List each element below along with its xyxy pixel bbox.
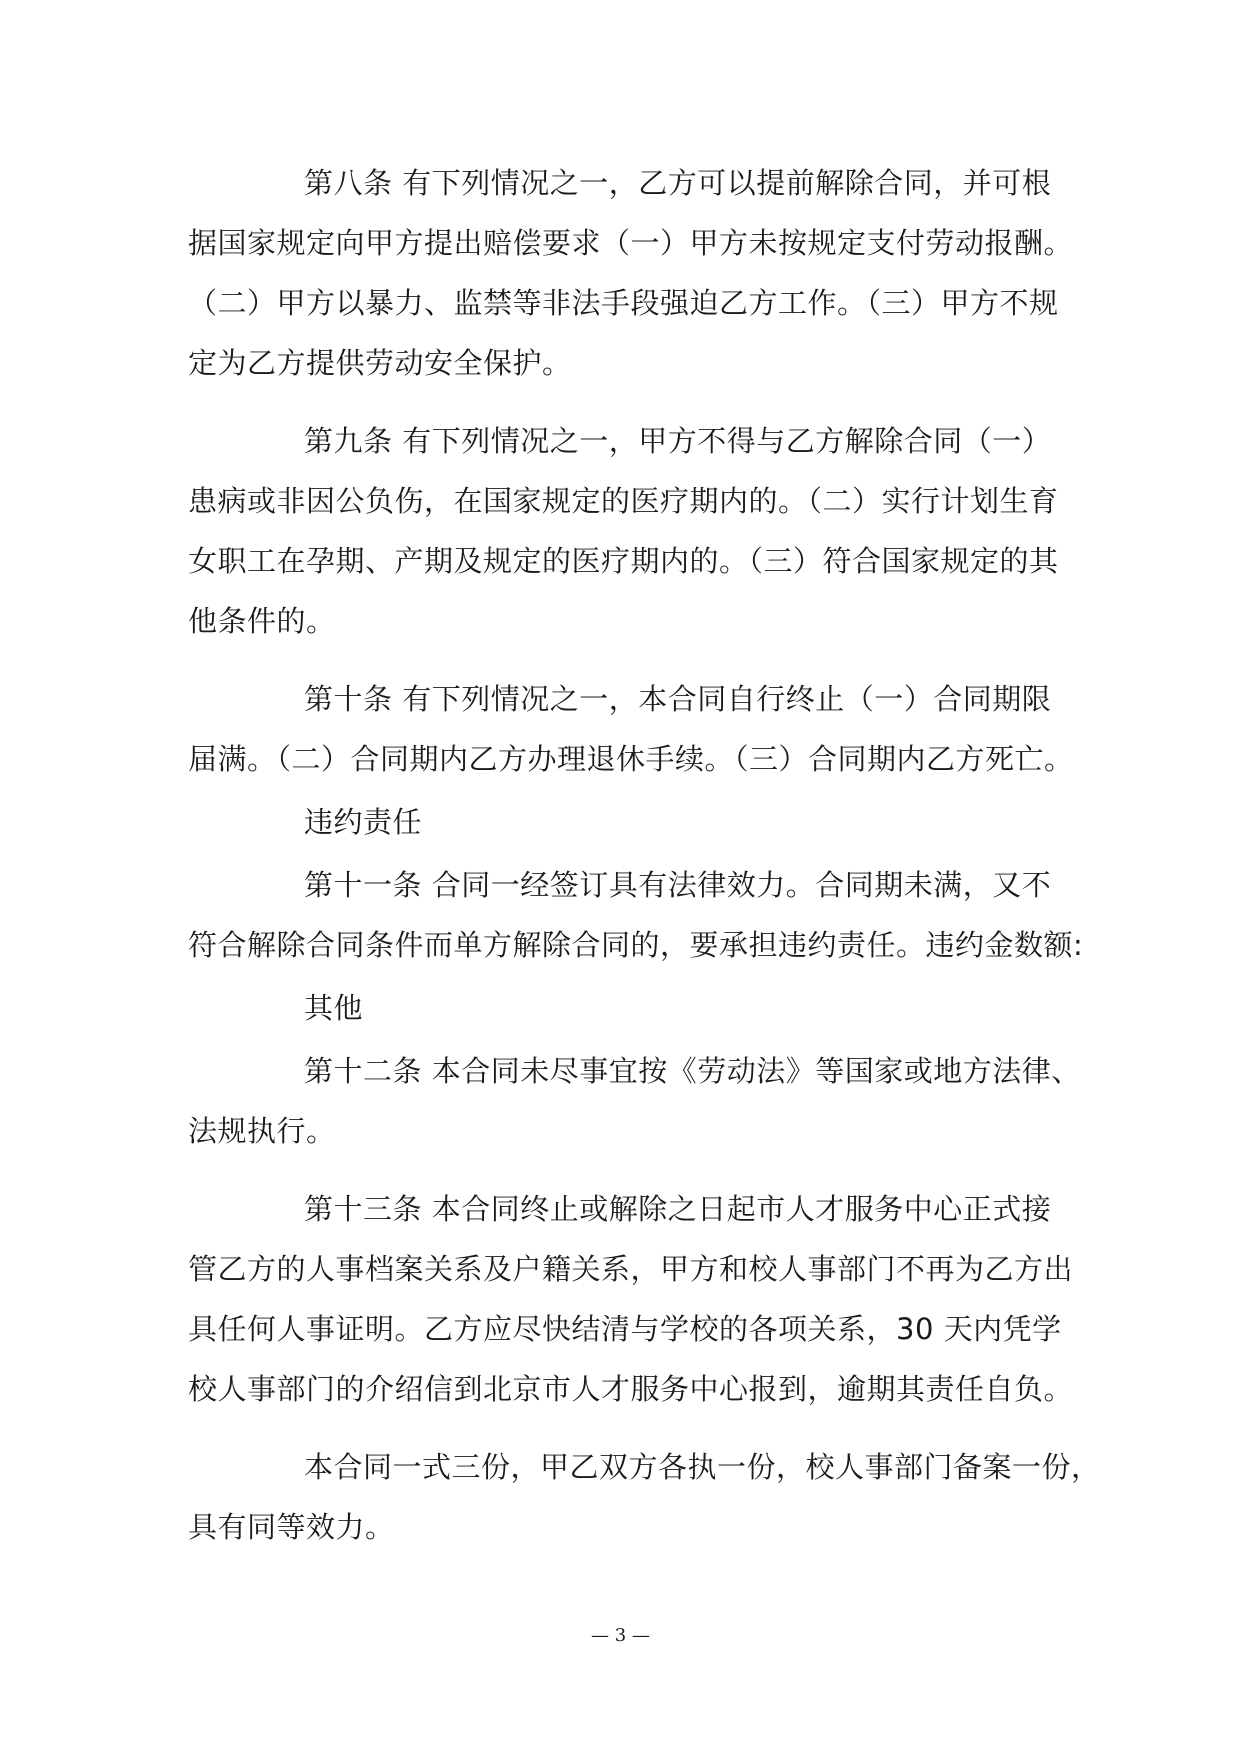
section-heading-other: 其他 xyxy=(304,991,364,1025)
article-9-line-2: 患病或非因公负伤，在国家规定的医疗期内的。（二）实行计划生育 xyxy=(188,484,1059,518)
article-11-line-2: 符合解除合同条件而单方解除合同的，要承担违约责任。违约金数额: xyxy=(188,928,1084,962)
article-13-line-3: 具任何人事证明。乙方应尽快结清与学校的各项关系，30 天内凭学 xyxy=(188,1312,1062,1346)
article-13-line-1: 第十三条 本合同终止或解除之日起市人才服务中心正式接 xyxy=(304,1192,1052,1226)
article-8-line-2: 据国家规定向甲方提出赔偿要求（一）甲方未按规定支付劳动报酬。 xyxy=(188,226,1074,260)
article-8-line-1: 第八条 有下列情况之一，乙方可以提前解除合同，并可根 xyxy=(304,166,1052,200)
article-9-line-4: 他条件的。 xyxy=(188,604,336,638)
page-number: — 3 — xyxy=(591,1625,650,1646)
article-12-line-2: 法规执行。 xyxy=(188,1114,336,1148)
section-heading-breach: 违约责任 xyxy=(304,805,423,839)
article-10-line-2: 届满。（二）合同期内乙方办理退休手续。（三）合同期内乙方死亡。 xyxy=(188,742,1074,776)
article-11-line-1: 第十一条 合同一经签订具有法律效力。合同期未满，又不 xyxy=(304,868,1052,902)
closing-line-1: 本合同一式三份，甲乙双方各执一份，校人事部门备案一份， xyxy=(304,1450,1101,1484)
article-9-line-3: 女职工在孕期、产期及规定的医疗期内的。（三）符合国家规定的其 xyxy=(188,544,1059,578)
article-13-line-4: 校人事部门的介绍信到北京市人才服务中心报到，逾期其责任自负。 xyxy=(188,1372,1074,1406)
closing-line-2: 具有同等效力。 xyxy=(188,1510,395,1544)
article-8-line-3: （二）甲方以暴力、监禁等非法手段强迫乙方工作。（三）甲方不规 xyxy=(188,286,1059,320)
article-9-line-1: 第九条 有下列情况之一，甲方不得与乙方解除合同（一） xyxy=(304,424,1052,458)
article-13-line-2: 管乙方的人事档案关系及户籍关系，甲方和校人事部门不再为乙方出 xyxy=(188,1252,1074,1286)
article-8-line-4: 定为乙方提供劳动安全保护。 xyxy=(188,346,572,380)
article-10-line-1: 第十条 有下列情况之一，本合同自行终止（一）合同期限 xyxy=(304,682,1052,716)
article-12-line-1: 第十二条 本合同未尽事宜按《劳动法》等国家或地方法律、 xyxy=(304,1054,1081,1088)
